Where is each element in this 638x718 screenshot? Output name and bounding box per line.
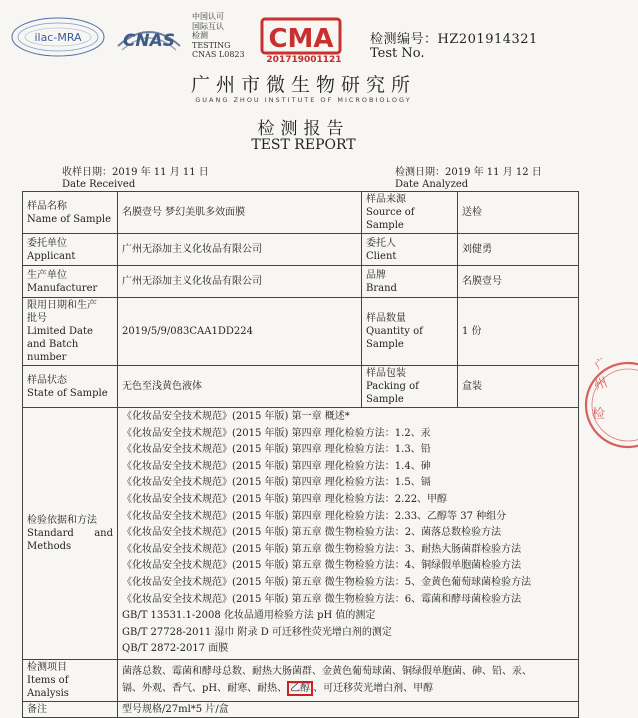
report-table	[22, 191, 579, 718]
client-label: 委托人 Client	[362, 234, 458, 266]
date-received: 收样日期：2019 年 11 月 11 日 Date Received	[62, 167, 209, 190]
report-title-cn: 检测报告	[257, 119, 350, 139]
methods-label: 检验依据和方法 Standard and Methods	[23, 408, 118, 660]
applicant-value: 广州无添加主义化妆品有限公司	[118, 234, 362, 266]
official-seal	[578, 330, 638, 480]
ilac-mra-logo	[8, 14, 108, 60]
source-value: 送检	[458, 192, 579, 234]
test-number: 检测编号：HZ201914321	[370, 32, 538, 47]
method-item: 《化妆品安全技术规范》(2015 年版) 第一章 概述*	[122, 411, 350, 422]
row-methods	[23, 408, 579, 660]
method-item: 《化妆品安全技术规范》(2015 年版) 第五章 微生物检验方法：2、菌落总数检验方法	[122, 527, 502, 539]
method-item: GB/T 27728-2011 湿巾 附录 D 可迁移性荧光增白剂的测定	[122, 626, 392, 638]
svg-text:检: 检	[592, 407, 606, 422]
row-batch	[23, 298, 579, 366]
packing-value: 盒装	[458, 366, 579, 408]
quantity-label: 样品数量 Quantity of Sample	[362, 298, 458, 366]
batch-label: 限用日期和生产 批号 Limited Date and Batch number	[23, 298, 118, 366]
report-title-en: TEST REPORT	[251, 137, 356, 153]
institute-name-cn: 广州市微生物研究所	[190, 74, 416, 96]
batch-value: 2019/5/9/083CAA1DD224	[118, 298, 362, 366]
row-applicant	[23, 234, 579, 266]
sample-name-value: 名膜壹号 梦幻美肌多效面膜	[118, 192, 362, 234]
row-sample-name	[23, 192, 579, 234]
test-number-label-en: Test No.	[370, 46, 425, 61]
manufacturer-value: 广州无添加主义化妆品有限公司	[118, 266, 362, 298]
svg-text:CMA: CMA	[268, 24, 334, 54]
method-item: 《化妆品安全技术规范》(2015 年版) 第五章 微生物检验方法：5、金黄色葡萄球菌检验方法	[122, 576, 532, 588]
methods-list	[118, 408, 579, 660]
method-item: 《化妆品安全技术规范》(2015 年版) 第四章 理化检验方法：2.33、乙醇等 37 种组分	[122, 510, 507, 522]
cnas-accreditation-text: 中国认可 国际互认 检测 TESTING CNAS L0823	[192, 12, 245, 59]
cnas-logo	[112, 16, 186, 60]
method-item: 《化妆品安全技术规范》(2015 年版) 第五章 微生物检验方法：3、耐热大肠菌群检验方法	[122, 543, 522, 555]
client-value: 刘健勇	[458, 234, 579, 266]
brand-value: 名膜壹号	[458, 266, 579, 298]
institute-name-en: GUANG ZHOU INSTITUTE OF MICROBIOLOGY	[195, 96, 412, 104]
method-item: 《化妆品安全技术规范》(2015 年版) 第四章 理化检验方法：1.5、镉	[122, 477, 431, 489]
quantity-value: 1 份	[458, 298, 579, 366]
row-manufacturer	[23, 266, 579, 298]
row-state	[23, 366, 579, 408]
state-value: 无色至浅黄色液体	[118, 366, 362, 408]
items-label: 检测项目 Items of Analysis	[23, 659, 118, 701]
remark-label: 备注	[23, 701, 118, 717]
method-item: 《化妆品安全技术规范》(2015 年版) 第四章 理化检验方法：1.4、砷	[122, 460, 431, 472]
row-items	[23, 659, 579, 701]
packing-label: 样品包装 Packing of Sample	[362, 366, 458, 408]
row-remark	[23, 701, 579, 717]
cma-number: 201719001121	[266, 55, 342, 65]
date-analyzed: 检测日期：2019 年 11 月 12 日 Date Analyzed	[395, 167, 542, 190]
method-item: QB/T 2872-2017 面膜	[122, 643, 229, 655]
svg-text:ilac-MRA: ilac-MRA	[34, 31, 82, 44]
method-item: 《化妆品安全技术规范》(2015 年版) 第四章 理化检验方法：2.22、甲醇	[122, 493, 448, 505]
method-item: 《化妆品安全技术规范》(2015 年版) 第四章 理化检验方法：1.2、汞	[122, 427, 431, 439]
method-item: 《化妆品安全技术规范》(2015 年版) 第五章 微生物检验方法：6、霉菌和酵母菌检验方法	[122, 593, 522, 605]
method-item: 《化妆品安全技术规范》(2015 年版) 第五章 微生物检验方法：4、铜绿假单胞菌检验方法	[122, 560, 522, 572]
remark-value: 型号规格/27ml*5 片/盒	[118, 701, 579, 717]
items-value: 菌落总数、霉菌和酵母总数、耐热大肠菌群、金黄色葡萄球菌、铜绿假单胞菌、砷、铅、汞、 镉、外观、香气、pH、耐寒、耐热、 乙醇 、可迁移荧光增白剂、甲醇	[118, 659, 579, 701]
applicant-label: 委托单位 Applicant	[23, 234, 118, 266]
state-label: 样品状态 State of Sample	[23, 366, 118, 408]
manufacturer-label: 生产单位 Manufacturer	[23, 266, 118, 298]
highlighted-item: 乙醇	[287, 681, 313, 696]
sample-name-label: 样品名称 Name of Sample	[23, 192, 118, 234]
source-label: 样品来源 Source of Sample	[362, 192, 458, 234]
brand-label: 品牌 Brand	[362, 266, 458, 298]
method-item: 《化妆品安全技术规范》(2015 年版) 第四章 理化检验方法：1.3、铅	[122, 444, 431, 456]
svg-text:CNAS: CNAS	[122, 31, 176, 51]
svg-text:州: 州	[592, 375, 610, 394]
method-item: GB/T 13531.1-2008 化妆品通用检验方法 pH 值的测定	[122, 610, 376, 622]
svg-text:广: 广	[592, 355, 609, 373]
